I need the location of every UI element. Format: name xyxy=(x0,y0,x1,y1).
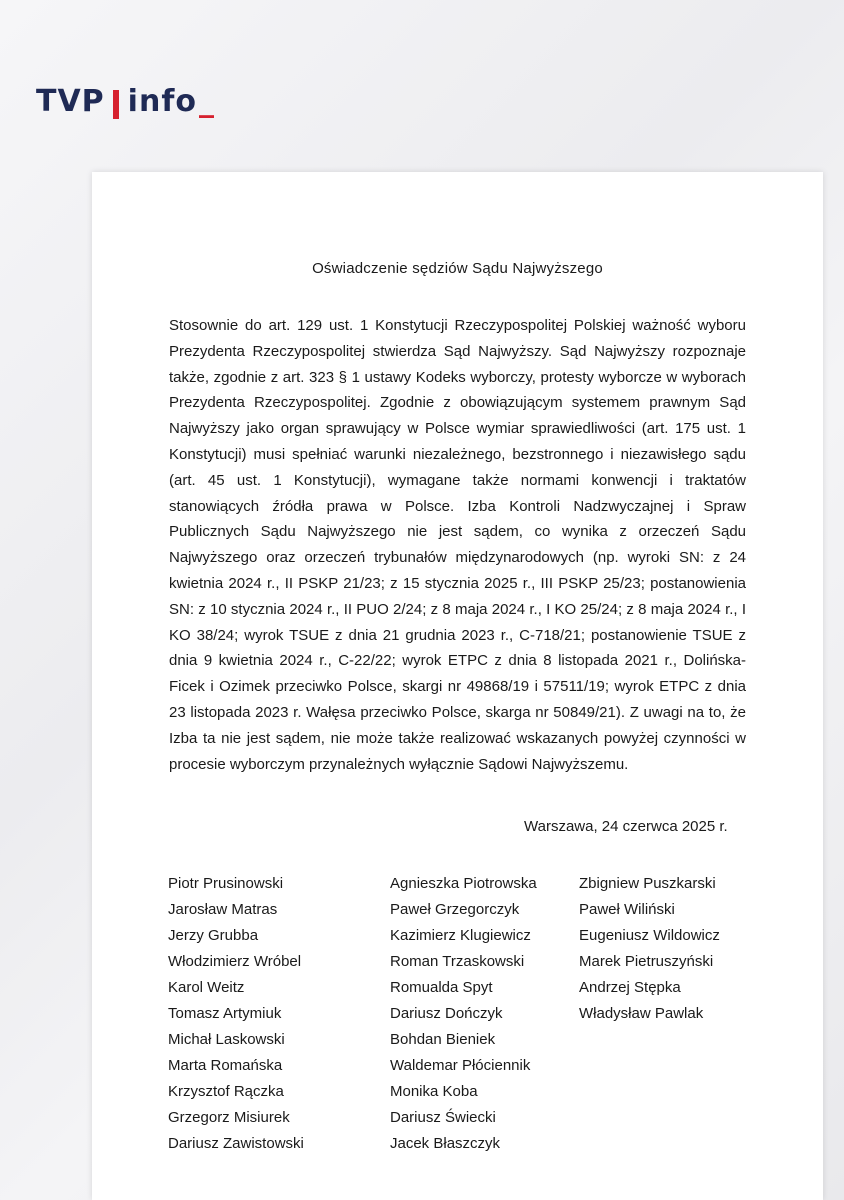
signatory-name: Dariusz Świecki xyxy=(390,1109,496,1126)
signatory-name: Krzysztof Rączka xyxy=(168,1083,284,1100)
logo-separator-bar xyxy=(113,90,119,119)
signatories xyxy=(92,875,823,1175)
signatory-name: Roman Trzaskowski xyxy=(390,953,525,970)
signatory-name: Marek Pietruszyński xyxy=(579,953,714,970)
signatory-name: Waldemar Płóciennik xyxy=(390,1057,531,1074)
signatory-name: Dariusz Zawistowski xyxy=(168,1135,304,1152)
document-title: Oświadczenie sędziów Sądu Najwyższego xyxy=(312,260,603,277)
place-date: Warszawa, 24 czerwca 2025 r. xyxy=(524,818,728,835)
signatory-name: Michał Laskowski xyxy=(168,1031,285,1048)
signatory-name: Jacek Błaszczyk xyxy=(390,1135,501,1152)
signatory-name: Andrzej Stępka xyxy=(579,979,681,996)
document-sheet xyxy=(92,172,823,1200)
tvp-info-logo xyxy=(36,84,215,124)
signatory-name: Karol Weitz xyxy=(168,979,245,996)
signatory-name: Kazimierz Klugiewicz xyxy=(390,927,531,944)
signatories-column-1 xyxy=(168,875,304,1161)
signatory-name: Monika Koba xyxy=(390,1083,478,1100)
signatory-name: Piotr Prusinowski xyxy=(168,875,284,892)
logo-info: info xyxy=(127,84,197,119)
signatory-name: Jerzy Grubba xyxy=(168,927,259,944)
signatory-name: Agnieszka Piotrowska xyxy=(390,875,537,892)
signatories-column-2 xyxy=(390,875,537,1161)
signatory-name: Tomasz Artymiuk xyxy=(168,1005,282,1022)
signatory-name: Paweł Grzegorczyk xyxy=(390,901,520,918)
signatory-name: Dariusz Dończyk xyxy=(390,1005,503,1022)
signatory-name: Władysław Pawlak xyxy=(579,1005,704,1022)
logo-cursor: _ xyxy=(198,84,215,119)
signatory-name: Jarosław Matras xyxy=(168,901,278,918)
signatory-name: Romualda Spyt xyxy=(390,979,493,996)
signatory-name: Paweł Wiliński xyxy=(579,901,675,918)
signatories-column-3 xyxy=(579,875,720,1031)
signatory-name: Zbigniew Puszkarski xyxy=(579,875,716,892)
document-body: Stosownie do art. 129 ust. 1 Konstytucji Rzeczypospolitej Polskiej ważność wyboru Prezydenta Rzeczypospolitej stwierdza Sąd Najwyższy. Sąd Najwyższy rozpoznaje także, zgodnie z art. 323 § 1 ustawy Kodeks wyborczy, protesty wyborcze w wyborach Prezydenta Rzeczypospolitej. Zgodnie z obowiązującym systemem prawnym Sąd Najwyższy jako organ sprawujący w Polsce wymiar sprawiedliwości (art. 175 ust. 1 Konstytucji) musi spełniać warunki niezależnego, bezstronnego i niezawisłego sądu (art. 45 ust. 1 Konstytucji), wymagane także normami konwencji i traktatów stanowiących źródła prawa w Polsce. Izba Kontroli Nadzwyczajnej i Spraw Publicznych Sądu Najwyższego nie jest sądem, co wynika z orzeczeń Sądu Najwyższego oraz orzeczeń trybunałów międzynarodowych (np. wyroki SN: z 24 kwietnia 2024 r., II PSKP 21/23; z 15 stycznia 2025 r., III PSKP 25/23; postanowienia SN: z 10 stycznia 2024 r., II PUO 2/24; z 8 maja 2024 r., I KO 25/24; z 8 maja 2024 r., I KO 38/24; wyrok TSUE z dnia 21 grudnia 2023 r., C-718/21; postanowienie TSUE z dnia 9 kwietnia 2024 r., C-22/22; wyrok ETPC z dnia 8 listopada 2021 r., Dolińska-Ficek i Ozimek przeciwko Polsce, skargi nr 49868/19 i 57511/19; wyrok ETPC z dnia 23 listopada 2023 r. Wałęsa przeciwko Polsce, skarga nr 50849/21). Z uwagi na to, że Izba ta nie jest sądem, nie może także realizować wskazanych powyżej czynności w procesie wyborczym przynależnych wyłącznie Sądowi Najwyższemu. xyxy=(169,317,746,773)
signatory-name: Grzegorz Misiurek xyxy=(168,1109,290,1126)
signatory-name: Eugeniusz Wildowicz xyxy=(579,927,720,944)
logo-tvp: TVP xyxy=(36,84,105,119)
signatory-name: Włodzimierz Wróbel xyxy=(168,953,302,970)
signatory-name: Bohdan Bieniek xyxy=(390,1031,496,1048)
signatory-name: Marta Romańska xyxy=(168,1057,283,1074)
